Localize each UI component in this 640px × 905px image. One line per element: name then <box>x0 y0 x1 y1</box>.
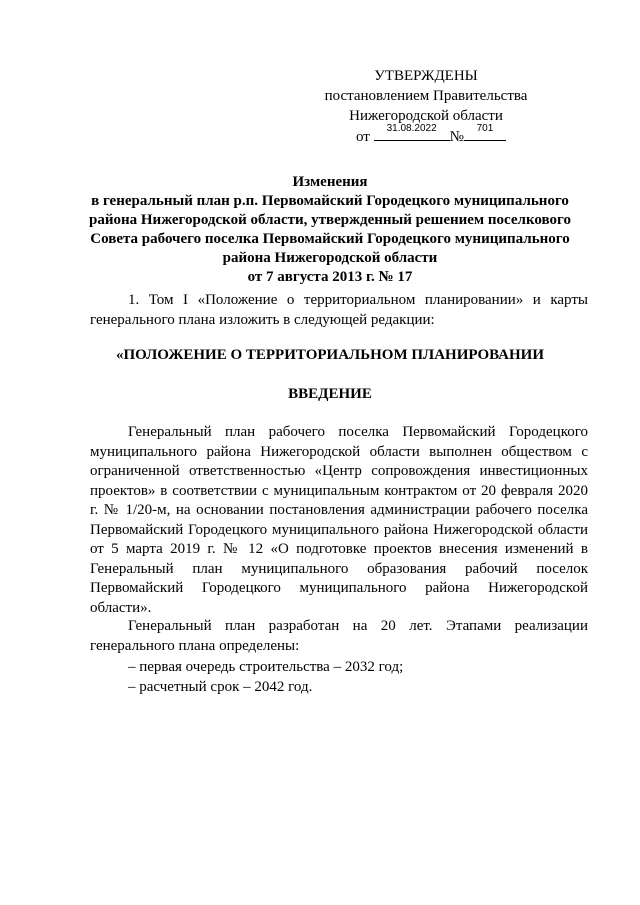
section-heading: «ПОЛОЖЕНИЕ О ТЕРРИТОРИАЛЬНОМ ПЛАНИРОВАНИИ <box>115 347 545 363</box>
number-label: № <box>449 129 464 145</box>
title-line: Изменения <box>292 174 368 190</box>
title-line: в генеральный план р.п. Первомайский Городецкого муниципального <box>91 193 569 209</box>
approval-date: 31.08.2022 <box>386 123 437 134</box>
paragraph-1: 1. Том I «Положение о территориальном планировании» и карты генерального плана изложить в следующей редакции: <box>90 292 588 328</box>
approval-block <box>318 66 534 147</box>
introduction-heading: ВВЕДЕНИЕ <box>288 386 372 402</box>
approval-status: УТВЕРЖДЕНЫ <box>374 68 478 84</box>
approval-region: Нижегородской области <box>349 108 503 124</box>
list-item: – расчетный срок – 2042 год. <box>128 679 313 695</box>
approval-issuer: постановлением Правительства <box>324 88 528 104</box>
paragraph-2: Генеральный план рабочего поселка Первомайский Городецкого муниципального района Нижегородской области выполнен обществом с ограниченной ответственностью «Центр сопровождения инвестиционных проектов» в соответствии с муниципальным контрактом от 20 февраля 2020 г. № 1/20-м, на основании постановления администрации рабочего поселка Первомайский Городецкого муниципального района Нижегородской области от 5 марта 2019 г. № 12 «О подготовке проектов внесения изменений в Генеральный план муниципального образования рабочий поселок Первомайский Городецкого муниципального района Нижегородской области». <box>90 424 588 616</box>
approval-number: 701 <box>476 123 494 134</box>
from-label: от <box>356 129 370 145</box>
title-line: от 7 августа 2013 г. № 17 <box>247 269 413 285</box>
title-line: Совета рабочего поселка Первомайский Городецкого муниципального <box>90 231 570 247</box>
number-field <box>464 123 506 141</box>
approval-date-line <box>318 123 534 147</box>
paragraph-3: Генеральный план разработан на 20 лет. Этапами реализации генерального плана определены: <box>90 618 588 654</box>
document-title <box>60 173 600 287</box>
title-line: района Нижегородской области, утвержденный решением поселкового <box>89 212 571 228</box>
list-item: – первая очередь строительства – 2032 год; <box>128 659 404 675</box>
title-line: района Нижегородской области <box>222 250 438 266</box>
date-field <box>374 123 450 141</box>
